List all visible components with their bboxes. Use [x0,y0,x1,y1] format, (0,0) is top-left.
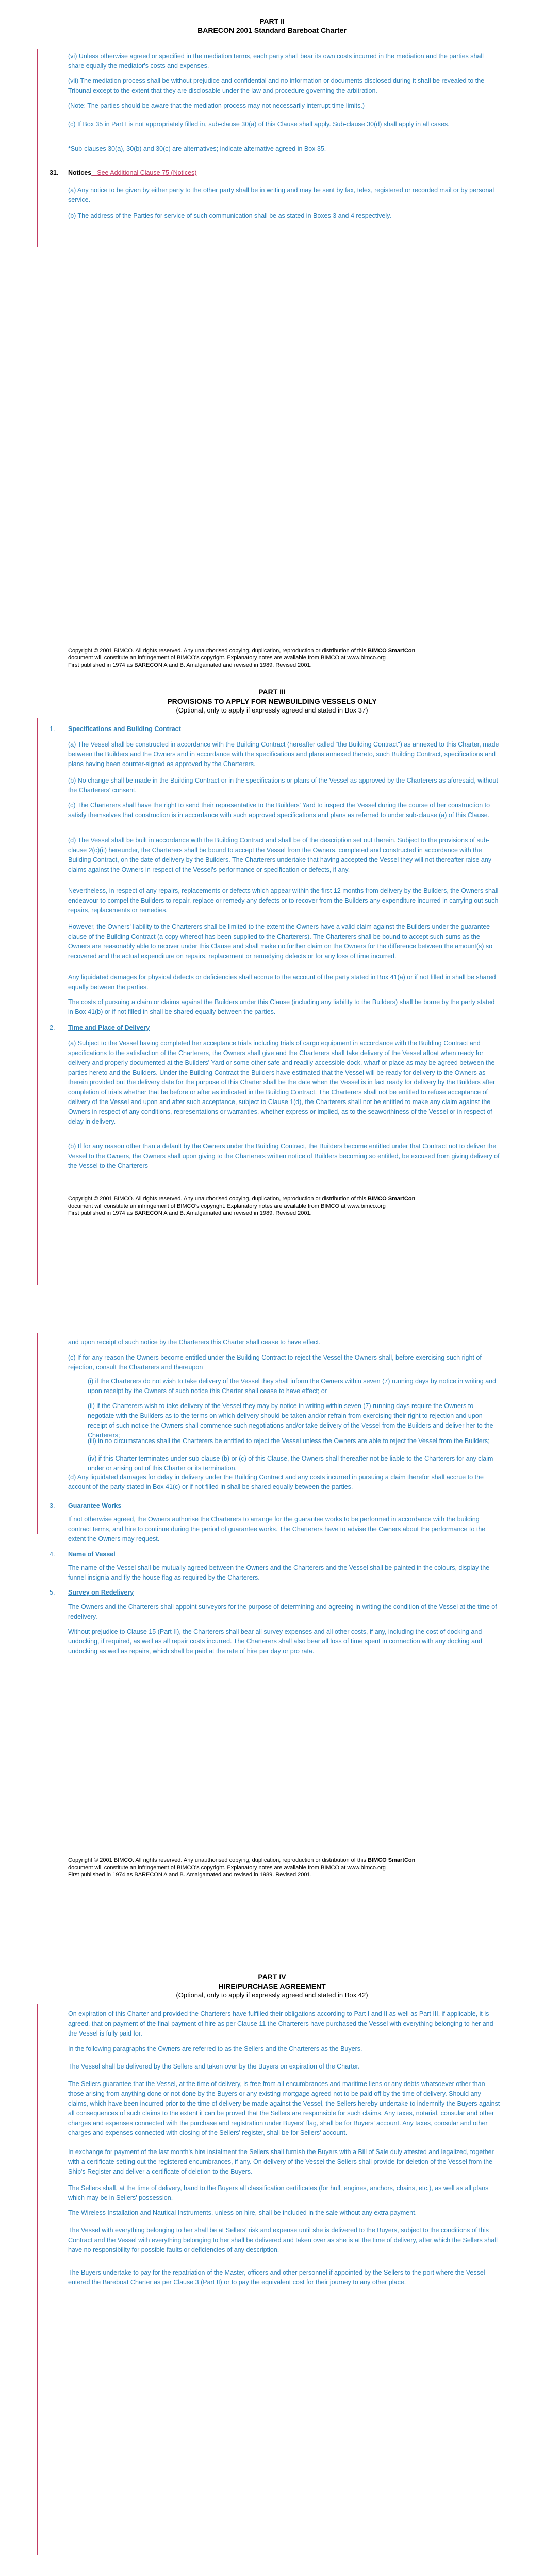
clause-2c-ii-para: (ii) if the Charterers wish to take delivery of the Vessel they may by notice in writing within seven (7) running days require the Owners to negotiate with the Builders as to the terms on which delivery should be taken and/or refrain from exercising their right to rejection and upon receipt of such notice the Owners shall commence such negotiations and/or take delivery of the Vessel from the Builders and deliver her to the Charterers; [88,1402,493,1439]
hp-risk-para: The Vessel with everything belonging to her shall be at Sellers' risk and expense until she is delivered to the Buyers, subject to the conditions of this Contract and the Vessel with everything belonging to her shall be delivered and taken over as she is at the time of delivery, after which the Sellers shall have no responsibility for possible faults or deficiencies of any description. [68,2227,498,2253]
clause-4-para: The name of the Vessel shall be mutually agreed between the Owners and the Charterers and the Vessel shall be painted in the colours, display the funnel insignia and fly the house flag as required by the Charterers. [68,1564,490,1581]
hp-bill-of-sale-para: In exchange for payment of the last month's hire instalment the Sellers shall furnish the Buyers with a Bill of Sale duly attested and legalized, together with a certificate setting out the registered encumbrances, if any. On delivery of the Vessel the Sellers shall provide for deletion of the Vessel from the Ship's Register and deliver a certificate of deletion to the Buyers. [68,2148,494,2175]
clause-31-heading [68,168,501,178]
clause-4-heading: Name of Vessel [68,1551,116,1558]
copyright-line-1: Copyright © 2001 BIMCO. All rights reserved. Any unauthorised copying, duplication, reproduction or distribution of this [68,1857,366,1863]
clause-4-number: 4. [50,1551,55,1558]
part-iv-title: HIRE/PURCHASE AGREEMENT [218,1982,326,1990]
copyright-line-1: Copyright © 2001 BIMCO. All rights reserved. Any unauthorised copying, duplication, reproduction or distribution of this [68,648,366,654]
clause-5-heading: Survey on Redelivery [68,1589,134,1596]
hp-wireless-para: The Wireless Installation and Nautical Instruments, unless on hire, shall be included in the sale without any extra payment. [68,2209,417,2216]
part-iv-subtitle: (Optional, only to apply if expressly agreed and stated in Box 42) [176,1991,368,1999]
copyright-line-2: document will constitute an infringement of BIMCO's copyright. Explanatory notes are available from BIMCO at www.bimco.org [68,1865,386,1871]
clause-1d-repairs-para: Nevertheless, in respect of any repairs, replacements or defects which appear within the first 12 months from delivery by the Builders, the Owners shall endeavour to compel the Builders to repair, replace or remedy any defects or to recover from the Builders any expenditure incurred in carrying out such repairs, replacements or remedies. [68,887,499,914]
page-1 [0,0,544,675]
copyright-notice [68,1857,512,1878]
clause-31-number: 31. [50,169,59,176]
hp-certificates-para: The Sellers shall, at the time of delivery, hand to the Buyers all classification certificates (for hull, engines, anchors, chains, etc.), as well as all plans which may be in Sellers' possession. [68,2184,489,2201]
copyright-notice [68,647,512,669]
clause-1-heading: Specifications and Building Contract [68,725,181,733]
subclause-c-para: (c) If Box 35 in Part I is not appropriately filled in, sub-clause 30(a) of this Clause shall apply. Sub-clause 30(d) shall apply in all cases. [68,121,450,128]
clause-2-number: 2. [50,1024,55,1031]
part-iv-label: PART IV [258,1973,286,1981]
clause-1d-para: (d) The Vessel shall be built in accordance with the Building Contract and shall be of the description set out therein. Subject to the provisions of sub-clause 2(c)(ii) hereunder, the Charterers shall be bound to accept the Vessel from the Owners, completed and constructed in accordance with the Building Contract, on the date of delivery by the Builders. The Charterers undertake that having accepted the Vessel they will not thereafter raise any claims against the Owners in respect of the Vessel's performance or specification or defects, if any. [68,837,492,873]
copyright-notice [68,1195,512,1217]
clause-1c-para: (c) The Charterers shall have the right to send their representative to the Builders' Yard to inspect the Vessel during the course of her construction to satisfy themselves that construction is in accordance with such approved specifications and plans as referred to under sub-clause (a) of this Clause. [68,802,490,819]
copyright-line-1: Copyright © 2001 BIMCO. All rights reserved. Any unauthorised copying, duplication, reproduction or distribution of this [68,1196,366,1202]
mediation-note-para: (Note: The parties should be aware that the mediation process may not necessarily interrupt time limits.) [68,102,365,109]
hp-intro-para: On expiration of this Charter and provided the Charterers have fulfilled their obligations according to Part I and II as well as Part III, if applicable, it is agreed, that on payment of the final payment of hire as per Clause 11 the Charterers have purchased the Vessel with everything belonging to her and the Vessel is fully paid for. [68,2010,493,2037]
notices-heading: Notices [68,169,92,176]
clause-2c-iv-para: (iv) if this Charter terminates under sub-clause (b) or (c) of this Clause, the Owners shall thereafter not be liable to the Charterers for any claim under or arising out of this Charter or its termination. [88,1455,493,1472]
copyright-line-3: First published in 1974 as BARECON A and B. Amalgamated and revised in 1989. Revised 2001. [68,1872,312,1878]
clause-5-number: 5. [50,1589,55,1596]
additional-clause-link[interactable]: - See Additional Clause 75 (Notices) [91,169,197,176]
notice-b-para: (b) The address of the Parties for service of such communication shall be as stated in Boxes 3 and 4 respectively. [68,212,391,219]
clause-5-para-1: The Owners and the Charterers shall appoint surveyors for the purpose of determining and agreeing in writing the condition of the Vessel at the time of redelivery. [68,1603,497,1620]
clause-1d-costs-para: The costs of pursuing a claim or claims against the Builders under this Clause (including any liability to the Builders) shall be borne by the party stated in Box 41(b) or if not filled in shall be shared equally between the parties. [68,998,495,1015]
page-3 [0,1242,544,1963]
clause-1b-para: (b) No change shall be made in the Building Contract or in the specifications or plans of the Vessel as approved by the Charterers as aforesaid, without the Charterers' consent. [68,777,498,794]
part-iii-subtitle: (Optional, only to apply if expressly agreed and stated in Box 37) [176,706,368,714]
copyright-bold: BIMCO SmartCon [368,648,416,654]
margin-rule [37,1333,38,1534]
clause-3-number: 3. [50,1502,55,1510]
clause-2c-i-para: (i) if the Charterers do not wish to take delivery of the Vessel they shall inform the Owners within seven (7) running days by notice in writing and upon receipt by the Owners of such notice this Charter shall cease to have effect; or [88,1378,497,1395]
document-title: BARECON 2001 Standard Bareboat Charter [197,26,347,35]
subclause-alternatives-note: *Sub-clauses 30(a), 30(b) and 30(c) are alternatives; indicate alternative agreed in Box 35. [68,145,326,152]
margin-rule [37,718,38,1285]
clause-2a-para: (a) Subject to the Vessel having completed her acceptance trials including trials of cargo equipment in accordance with the Building Contract and specifications to the satisfaction of the Charterers, the Owners shall give and the Charterers shall take delivery of the Vessel afloat when ready for delivery and properly documented at the Builders' Yard or some other safe and readily accessible dock, wharf or place as may be agreed between the parties hereto and the Builders. Under the Building Contract the Builders have estimated that the Vessel will be ready for delivery to the Owners as therein provided but the delivery date for the purpose of this Charter shall be the date when the Vessel is in fact ready for delivery by the Builders after completion of trials whether that be before or after as indicated in the Building Contract. The Charterers shall not be entitled to refuse acceptance of delivery of the Vessel and upon and after such acceptance, subject to Clause 1(d), the Charterers shall not be entitled to make any claim against the Owners in respect of any conditions, representations or warranties, whether express or implied, as to the seaworthiness of the Vessel or in respect of delay in delivery. [68,1040,496,1125]
clause-1d-liability-para: However, the Owners' liability to the Charterers shall be limited to the extent the Owners have a valid claim against the Builders under the guarantee clause of the Building Contract (a copy whereof has been supplied to the Charterers). The Charterers shall be bound to accept such sums as the Owners are reasonably able to recover under this Clause and shall make no further claim on the Owners for the difference between the amount(s) so recovered and the actual expenditure on repairs, replacement or remedying defects or for any loss of time incurred. [68,923,493,960]
margin-rule [37,49,38,247]
copyright-line-2: document will constitute an infringement of BIMCO's copyright. Explanatory notes are available from BIMCO at www.bimco.org [68,1203,386,1209]
clause-2-heading: Time and Place of Delivery [68,1024,150,1031]
clause-2d-para: (d) Any liquidated damages for delay in delivery under the Building Contract and any costs incurred in pursuing a claim therefor shall accrue to the account of the party stated in Box 41(c) or if not filled in shall be shared equally between the parties. [68,1473,484,1490]
page-4 [0,1963,544,2576]
hp-parties-para: In the following paragraphs the Owners are referred to as the Sellers and the Charterers as the Buyers. [68,2045,362,2053]
part-iii-title: PROVISIONS TO APPLY FOR NEWBUILDING VESSELS ONLY [167,697,377,705]
clause-1d-damages-para: Any liquidated damages for physical defects or deficiencies shall accrue to the account of the party stated in Box 41(a) or if not filled in shall be shared equally between the parties. [68,974,496,991]
copyright-line-3: First published in 1974 as BARECON A and B. Amalgamated and revised in 1989. Revised 2001. [68,1210,312,1216]
clause-1-number: 1. [50,725,55,733]
copyright-line-3: First published in 1974 as BARECON A and B. Amalgamated and revised in 1989. Revised 2001. [68,662,312,668]
part-ii-label: PART II [259,17,285,25]
clause-2b-continuation: and upon receipt of such notice by the Charterers this Charter shall cease to have effect. [68,1338,321,1346]
mediation-confidential-para: (vii) The mediation process shall be without prejudice and confidential and no information or documents disclosed during it shall be revealed to the Tribunal except to the extent that they are disclosable under the law and procedure governing the arbitration. [68,77,485,94]
hp-repatriation-para: The Buyers undertake to pay for the repatriation of the Master, officers and other personnel if appointed by the Sellers to the port where the Vessel entered the Bareboat Charter as per Clause 3 (Part II) or to pay the equivalent cost for their journey to any other place. [68,2269,485,2286]
clause-2c-iii-para: (iii) in no circumstances shall the Charterers be entitled to reject the Vessel unless the Owners are able to reject the Vessel from the Builders; [88,1437,490,1445]
clause-3-para: If not otherwise agreed, the Owners authorise the Charterers to arrange for the guarantee works to be performed in accordance with the building contract terms, and hire to continue during the period of guarantee works. The Charterers have to advise the Owners about the performance to the extent the Owners may request. [68,1516,486,1543]
clause-5-para-2: Without prejudice to Clause 15 (Part II), the Charterers shall bear all survey expenses and all other costs, if any, including the cost of docking and undocking, if required, as well as all repair costs incurred. The Charterers shall also bear all loss of time spent in connection with any docking and undocking as well as repairs, which shall be paid at the rate of hire per day or pro rata. [68,1628,482,1655]
copyright-line-2: document will constitute an infringement of BIMCO's copyright. Explanatory notes are available from BIMCO at www.bimco.org [68,655,386,661]
clause-2c-para: (c) If for any reason the Owners become entitled under the Building Contract to reject the Vessel the Owners shall, before exercising such right of rejection, consult the Charterers and thereupon [68,1354,482,1371]
copyright-bold: BIMCO SmartCon [368,1857,416,1863]
hp-guarantee-para: The Sellers guarantee that the Vessel, at the time of delivery, is free from all encumbrances and maritime liens or any debts whatsoever other than those arising from anything done or not done by the Buyers or any existing mortgage agreed not to be paid off by the time of delivery. Should any claims, which have been incurred prior to the time of delivery be made against the Vessel, the Sellers hereby undertake to indemnify the Buyers against all consequences of such claims to the extent it can be proved that the Sellers are responsible for such claims. Any taxes, notarial, consular and other charges and expenses connected with the purchase and registration under Buyers' flag, shall be for Buyers' account. Any taxes, consular and other charges and expenses connected with closing of the Sellers' register, shall be for Sellers' account. [68,2080,500,2137]
notice-a-para: (a) Any notice to be given by either party to the other party shall be in writing and may be sent by fax, telex, registered or recorded mail or by personal service. [68,187,494,204]
part-iii-label: PART III [258,688,286,696]
clause-3-heading: Guarantee Works [68,1502,122,1510]
margin-rule [37,2004,38,2555]
copyright-bold: BIMCO SmartCon [368,1196,416,1202]
clause-2b-para: (b) If for any reason other than a default by the Owners under the Building Contract, the Builders become entitled under that Contract not to deliver the Vessel to the Owners, the Owners shall upon giving to the Charterers written notice of Builders becoming so entitled, be excused from giving delivery of the Vessel to the Charterers [68,1143,500,1170]
mediation-costs-para: (vi) Unless otherwise agreed or specified in the mediation terms, each party shall bear its own costs incurred in the mediation and the parties shall share equally the mediator's costs and expenses. [68,53,484,70]
clause-1a-para: (a) The Vessel shall be constructed in accordance with the Building Contract (hereafter called "the Building Contract") as annexed to this Charter, made between the Builders and the Owners and in accordance with the specifications and plans annexed thereto, such Building Contract, specifications and plans having been counter-signed as approved by the Charterers. [68,741,499,768]
hp-delivery-para: The Vessel shall be delivered by the Sellers and taken over by the Buyers on expiration of the Charter. [68,2063,360,2070]
